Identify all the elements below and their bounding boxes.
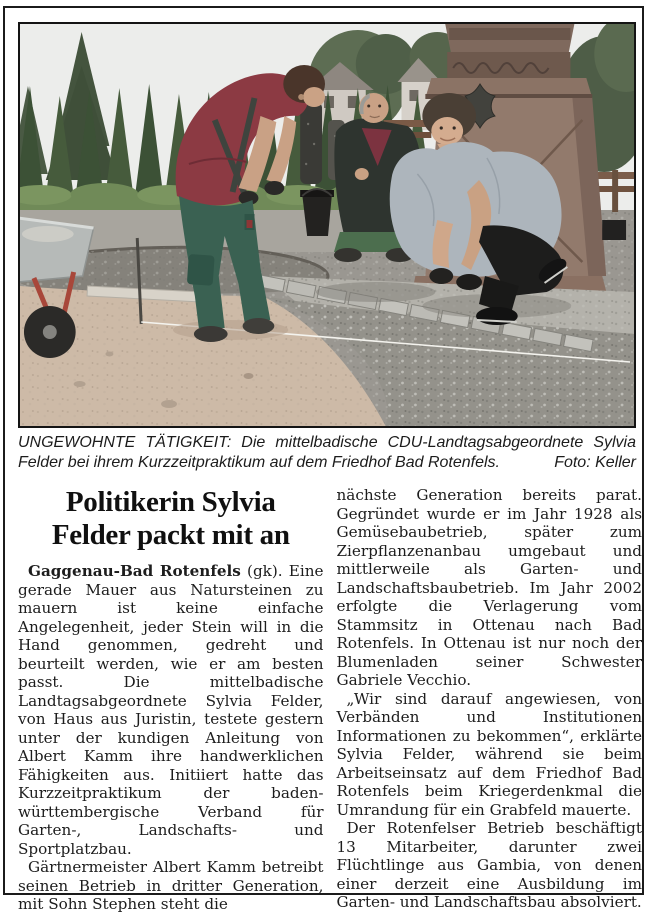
photo-credit: Foto: Keller [554, 454, 636, 471]
article-column-left [18, 486, 324, 914]
photo-caption [18, 433, 636, 473]
caption-line2: Felder bei ihrem Kurzzeitpraktikum auf dem Friedhof Bad Rotenfels. [18, 454, 500, 471]
lead-text: (gk). Eine gerade Mauer aus Natursteinen zu mauern ist keine einfache Angelegenheit, jeder Stein will in die Hand genommen, gedreht und beurteilt werden, wie er am besten passt. Die mittelbadische Landtagsabgeordnete Sylvia Felder, von Haus aus Juristin, testete gestern unter der kundigen Anleitung von Albert Kamm ihre handwerklichen Fähigkeiten aus. Initiiert hatte das Kurzzeitpraktikum der baden-württembergische Verband für Garten-, Landschafts- und Sportplatzbau. [18, 562, 324, 858]
article-body [18, 486, 642, 914]
article-column-right [337, 486, 643, 914]
paragraph-2-continued: nächste Generation bereits parat. Gegründet wurde er im Jahr 1928 als Gemüsebaubetrieb, später zum Zierpflanzenanbau umgebaut und mittlerweile als Garten- und Landschaftsbaubetrieb. Im Jahr 2002 erfolgte die Verlagerung vom Stammsitz in Ottenau nach Bad Rotenfels. In Ottenau ist nur noch der Blumenladen seiner Schwester Gabriele Vecchio. [336, 486, 642, 689]
paragraph-2: Gärtnermeister Albert Kamm betreibt seinen Betrieb in dritter Generation, mit Sohn Stephen steht die [18, 858, 324, 913]
paragraph-3: „Wir sind darauf angewiesen, von Verbänden und Institutionen Informationen zu bekommen“, erklärte Sylvia Felder, während sie beim Arbeitseinsatz auf dem Friedhof Bad Rotenfels beim Kriegerdenkmal die Umrandung für ein Grabfeld mauerte. [336, 689, 642, 819]
article-photo [18, 22, 636, 428]
lead-paragraph [18, 562, 324, 858]
photo-illustration [20, 24, 634, 426]
paragraph-4: Der Rotenfelser Betrieb beschäftigt 13 Mitarbeiter, darunter zwei Flüchtlinge aus Gambia, von denen einer derzeit eine Ausbildung im Garten- und Landschaftsbau absolviert. [336, 819, 642, 911]
caption-line1: UNGEWOHNTE TÄTIGKEIT: Die mittelbadische CDU-Landtagsabgeordnete Sylvia [18, 434, 636, 451]
article-headline [18, 486, 324, 552]
headline-line2: Felder packt mit an [51, 519, 290, 551]
photo-planter [602, 220, 626, 240]
headline-line1: Politikerin Sylvia [65, 486, 276, 518]
dateline: Gaggenau-Bad Rotenfels [28, 562, 241, 580]
